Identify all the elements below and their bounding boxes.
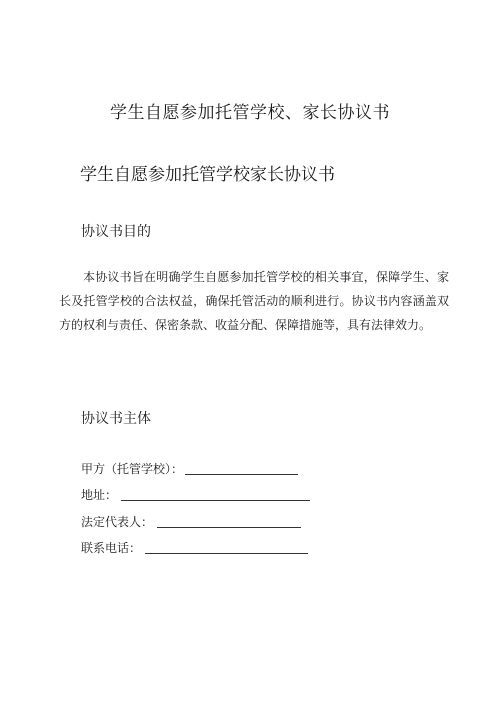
parties-heading: 协议书主体	[81, 411, 151, 427]
purpose-heading: 协议书目的	[81, 224, 151, 240]
party-a-label: 甲方（托管学校）：	[81, 462, 184, 476]
legal-representative-field	[81, 511, 301, 531]
document-title: 学生自愿参加托管学校、家长协议书	[110, 103, 390, 123]
phone-label: 联系电话：	[81, 541, 142, 555]
phone-blank[interactable]	[145, 539, 308, 554]
legal-representative-blank[interactable]	[157, 513, 301, 528]
address-blank[interactable]	[121, 486, 310, 501]
legal-representative-label: 法定代表人：	[81, 515, 154, 529]
party-a-field	[81, 458, 298, 478]
phone-field	[81, 537, 308, 557]
document-subtitle: 学生自愿参加托管学校家长协议书	[80, 165, 335, 185]
party-a-blank[interactable]	[185, 460, 298, 475]
purpose-paragraph: 本协议书旨在明确学生自愿参加托管学校的相关事宜，保障学生、家长及托管学校的合法权益，确保托管活动的顺利进行。协议书内容涵盖双方的权利与责任、保密条款、收益分配、保障措施等，具有法律效力。	[59, 270, 449, 332]
address-label: 地址：	[81, 488, 118, 502]
address-field	[81, 484, 310, 504]
